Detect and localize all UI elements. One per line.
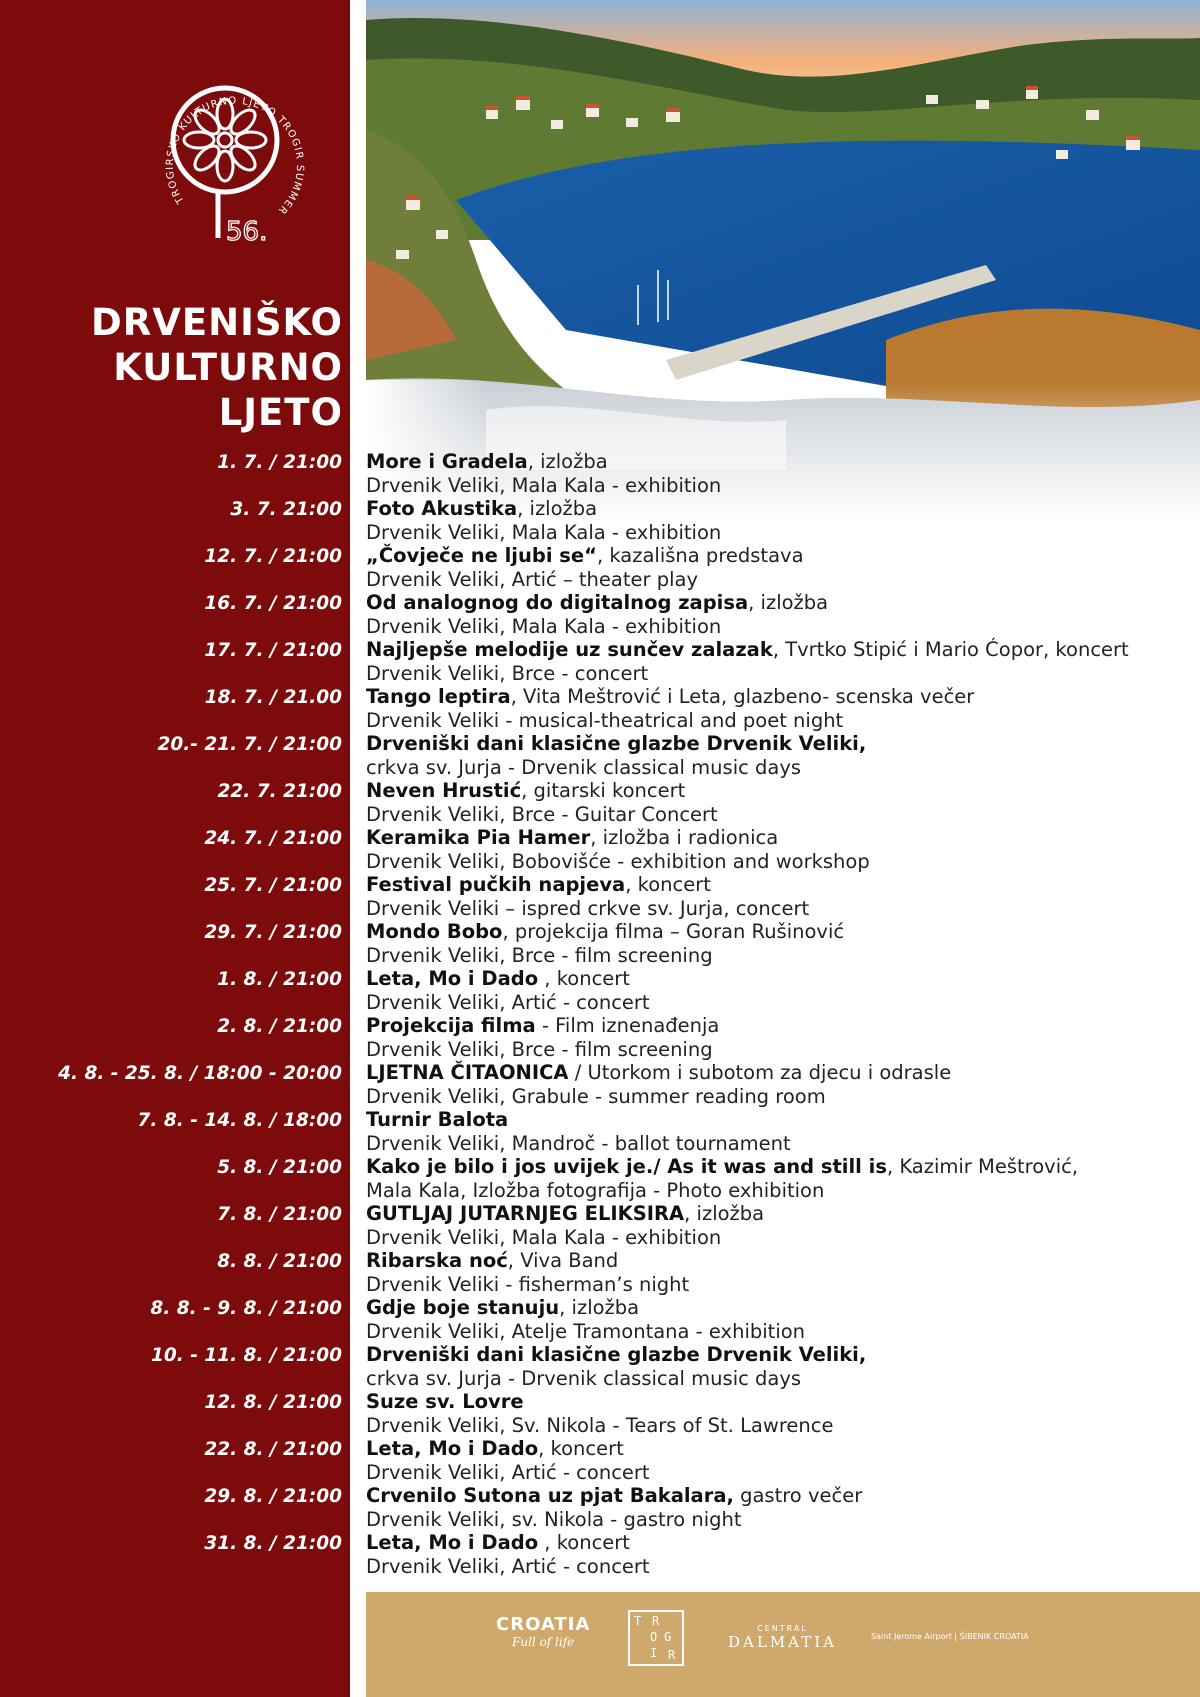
event-detail: gastro večer: [733, 1484, 863, 1507]
event-date: 2. 8. / 21:00: [217, 1016, 342, 1037]
event-detail: , Kazimir Meštrović,: [886, 1155, 1079, 1178]
event-row: [0, 1014, 1200, 1061]
event-date: 31. 8. / 21:00: [204, 1533, 342, 1554]
trogir-logo: [628, 1610, 684, 1666]
event-title-line: [366, 1202, 764, 1226]
event-name: Leta, Mo i Dado: [366, 1437, 539, 1460]
event-title-line: [366, 1484, 862, 1508]
event-date: 22. 8. / 21:00: [204, 1439, 342, 1460]
event-venue: Drvenik Veliki - musical-theatrical and poet night: [366, 709, 844, 732]
event-title-line: [366, 591, 828, 615]
event-detail: , projekcija filma – Goran Rušinović: [502, 920, 845, 943]
event-date: 29. 7. / 21:00: [204, 922, 342, 943]
title-line-3: LJETO: [218, 391, 343, 434]
event-detail: , izložba i radionica: [590, 826, 779, 849]
event-detail: / Utorkom i subotom za djecu i odrasle: [568, 1061, 952, 1084]
croatia-logo: [496, 1614, 590, 1649]
event-date: 29. 8. / 21:00: [204, 1486, 342, 1507]
event-venue: Mala Kala, Izložba fotografija - Photo exhibition: [366, 1179, 825, 1202]
event-venue: Drvenik Veliki, Mala Kala - exhibition: [366, 474, 722, 497]
logo-ring-text: TROGIRSKO KULTURNO LJETO TROGIR SUMMER: [164, 95, 306, 217]
event-detail: , Vita Meštrović i Leta, glazbeno- scenska večer: [510, 685, 975, 708]
event-name: Mondo Bobo: [366, 920, 503, 943]
event-date: 7. 8. / 21:00: [217, 1204, 342, 1225]
event-title-line: [366, 1108, 508, 1132]
event-row: [0, 1437, 1200, 1484]
event-venue: Drvenik Veliki – ispred crkve sv. Jurja, concert: [366, 897, 810, 920]
bay-landscape-image: [366, 0, 1200, 520]
event-venue: Drvenik Veliki, Mala Kala - exhibition: [366, 1226, 722, 1249]
event-title-line: [366, 920, 844, 944]
event-venue: Drvenik Veliki, Brce - film screening: [366, 1038, 713, 1061]
event-date: 1. 8. / 21:00: [217, 969, 342, 990]
event-venue: Drvenik Veliki, Brce - concert: [366, 662, 649, 685]
croatia-tagline: Full of life: [512, 1635, 575, 1649]
event-date: 7. 8. - 14. 8. / 18:00: [137, 1110, 342, 1131]
event-detail: , koncert: [538, 1531, 630, 1554]
event-title-line: [366, 1249, 618, 1273]
event-venue: Drvenik Veliki, Mala Kala - exhibition: [366, 615, 722, 638]
event-date: 12. 7. / 21:00: [204, 546, 342, 567]
event-detail: - Film iznenađenja: [535, 1014, 720, 1037]
event-venue: Drvenik Veliki, Artić - concert: [366, 1555, 650, 1578]
event-row: [0, 1531, 1200, 1578]
event-name: Suze sv. Lovre: [366, 1390, 524, 1413]
event-name: Drveniški dani klasične glazbe Drvenik Veliki,: [366, 1343, 867, 1366]
event-venue: Drvenik Veliki, Brce - film screening: [366, 944, 713, 967]
event-detail: , izložba: [684, 1202, 765, 1225]
dalmatia-small-text: CENTRAL: [757, 1624, 808, 1633]
event-name: Ribarska noć: [366, 1249, 508, 1272]
event-row: [0, 497, 1200, 544]
event-title-line: [366, 1296, 639, 1320]
event-name: Leta, Mo i Dado: [366, 1531, 539, 1554]
trogir-letter: T: [634, 1614, 642, 1628]
event-venue: Drvenik Veliki, Brce - Guitar Concert: [366, 803, 718, 826]
event-row: [0, 544, 1200, 591]
event-title-line: [366, 1437, 624, 1461]
event-title-line: [366, 1531, 630, 1555]
event-title-line: [366, 1061, 951, 1085]
event-venue: Drvenik Veliki - fisherman’s night: [366, 1273, 690, 1296]
event-title-line: [366, 1014, 719, 1038]
event-row: [0, 1249, 1200, 1296]
partner-footer: [366, 1592, 1200, 1697]
event-title-line: [366, 638, 1129, 662]
event-row: [0, 1484, 1200, 1531]
event-date: 8. 8. / 21:00: [217, 1251, 342, 1272]
event-detail: , Tvrtko Stipić i Mario Ćopor, koncert: [772, 638, 1129, 661]
event-venue: crkva sv. Jurja - Drvenik classical music days: [366, 756, 802, 779]
event-title-line: [366, 497, 597, 521]
event-detail: , koncert: [538, 1437, 624, 1460]
central-dalmatia-logo: [728, 1624, 837, 1651]
event-venue: Drvenik Veliki, Atelje Tramontana - exhibition: [366, 1320, 806, 1343]
event-venue: crkva sv. Jurja - Drvenik classical music days: [366, 1367, 802, 1390]
event-row: [0, 1155, 1200, 1202]
event-title-line: [366, 685, 974, 709]
event-venue: Drvenik Veliki, Bobovišće - exhibition and workshop: [366, 850, 870, 873]
event-date: 25. 7. / 21:00: [204, 875, 342, 896]
dalmatia-text: DALMATIA: [728, 1633, 837, 1651]
event-name: Festival pučkih napjeva: [366, 873, 626, 896]
event-detail: , izložba: [517, 497, 598, 520]
event-detail: , Viva Band: [507, 1249, 619, 1272]
trogir-letter: I: [650, 1646, 658, 1660]
event-row: [0, 826, 1200, 873]
trogir-letter: R: [652, 1614, 660, 1628]
event-name: Turnir Balota: [366, 1108, 509, 1131]
event-row: [0, 873, 1200, 920]
event-row: [0, 685, 1200, 732]
event-name: More i Gradela: [366, 450, 528, 473]
event-date: 8. 8. - 9. 8. / 21:00: [150, 1298, 342, 1319]
event-date: 18. 7. / 21.00: [204, 687, 342, 708]
event-row: [0, 1390, 1200, 1437]
trogir-letter: R: [668, 1648, 676, 1662]
event-title-line: [366, 1343, 866, 1367]
event-schedule: [0, 450, 1200, 1578]
event-detail: , izložba: [748, 591, 829, 614]
event-row: [0, 1296, 1200, 1343]
trogir-letter: O: [650, 1630, 658, 1644]
event-venue: Drvenik Veliki, Mandroč - ballot tournament: [366, 1132, 791, 1155]
event-date: 22. 7. 21:00: [217, 781, 342, 802]
event-title-line: [366, 967, 630, 991]
event-venue: Drvenik Veliki, Artić – theater play: [366, 568, 698, 591]
event-title-line: [366, 873, 711, 897]
event-detail: , izložba: [559, 1296, 640, 1319]
event-name: Projekcija filma: [366, 1014, 536, 1037]
event-name: Leta, Mo i Dado: [366, 967, 539, 990]
event-venue: Drvenik Veliki, sv. Nikola - gastro night: [366, 1508, 742, 1531]
event-row: [0, 1061, 1200, 1108]
event-title-line: [366, 826, 778, 850]
event-name: LJETNA ČITAONICA: [366, 1061, 569, 1084]
hero-photo: [366, 0, 1200, 520]
event-name: Najljepše melodije uz sunčev zalazak: [366, 638, 773, 661]
festival-logo: [140, 48, 340, 273]
event-name: Keramika Pia Hamer: [366, 826, 591, 849]
event-detail: , koncert: [625, 873, 711, 896]
event-venue: Drvenik Veliki, Artić - concert: [366, 1461, 650, 1484]
event-date: 12. 8. / 21:00: [204, 1392, 342, 1413]
event-date: 20.- 21. 7. / 21:00: [157, 734, 342, 755]
event-title-line: [366, 1390, 524, 1414]
event-title-line: [366, 450, 608, 474]
event-row: [0, 1108, 1200, 1155]
event-detail: , koncert: [538, 967, 630, 990]
event-venue: Drvenik Veliki, Sv. Nikola - Tears of St. Lawrence: [366, 1414, 834, 1437]
title-line-1: DRVENIŠKO: [91, 301, 343, 344]
event-name: „Čovječe ne ljubi se“: [366, 544, 597, 567]
event-date: 3. 7. 21:00: [230, 499, 342, 520]
event-detail: , gitarski koncert: [521, 779, 686, 802]
event-row: [0, 732, 1200, 779]
event-name: GUTLJAJ JUTARNJEG ELIKSIRA: [366, 1202, 685, 1225]
event-date: 5. 8. / 21:00: [217, 1157, 342, 1178]
event-venue: Drvenik Veliki, Mala Kala - exhibition: [366, 521, 722, 544]
event-name: Crvenilo Sutona uz pjat Bakalara,: [366, 1484, 734, 1507]
event-date: 1. 7. / 21:00: [217, 452, 342, 473]
event-row: [0, 450, 1200, 497]
event-detail: , kazališna predstava: [596, 544, 804, 567]
event-row: [0, 591, 1200, 638]
event-title-line: [366, 732, 866, 756]
event-title-line: [366, 779, 685, 803]
event-row: [0, 638, 1200, 685]
event-row: [0, 967, 1200, 1014]
event-title-line: [366, 1155, 1078, 1179]
event-name: Foto Akustika: [366, 497, 518, 520]
event-date: 17. 7. / 21:00: [204, 640, 342, 661]
event-row: [0, 920, 1200, 967]
event-name: Drveniški dani klasične glazbe Drvenik Veliki,: [366, 732, 867, 755]
event-row: [0, 1202, 1200, 1249]
event-date: 16. 7. / 21:00: [204, 593, 342, 614]
page-title: [91, 300, 343, 435]
croatia-logo-text: CROATIA: [496, 1614, 591, 1635]
event-name: Gdje boje stanuju: [366, 1296, 560, 1319]
event-row: [0, 779, 1200, 826]
event-date: 10. - 11. 8. / 21:00: [151, 1345, 342, 1366]
event-date: 4. 8. - 25. 8. / 18:00 - 20:00: [58, 1063, 342, 1084]
event-name: Od analognog do digitalnog zapisa: [366, 591, 749, 614]
trogir-letter: G: [664, 1630, 672, 1644]
event-venue: Drvenik Veliki, Grabule - summer reading room: [366, 1085, 826, 1108]
title-line-2: KULTURNO: [113, 346, 343, 389]
event-detail: , izložba: [527, 450, 608, 473]
event-name: Kako je bilo i jos uvijek je./ As it was and still is: [366, 1155, 887, 1178]
event-venue: Drvenik Veliki, Artić - concert: [366, 991, 650, 1014]
airport-logo: Saint Jerome Airport | ŠIBENIK CROATIA: [871, 1632, 1029, 1641]
event-name: Neven Hrustić: [366, 779, 522, 802]
event-date: 24. 7. / 21:00: [204, 828, 342, 849]
event-row: [0, 1343, 1200, 1390]
event-title-line: [366, 544, 804, 568]
event-name: Tango leptira: [366, 685, 511, 708]
logo-edition: 56.: [226, 217, 268, 247]
